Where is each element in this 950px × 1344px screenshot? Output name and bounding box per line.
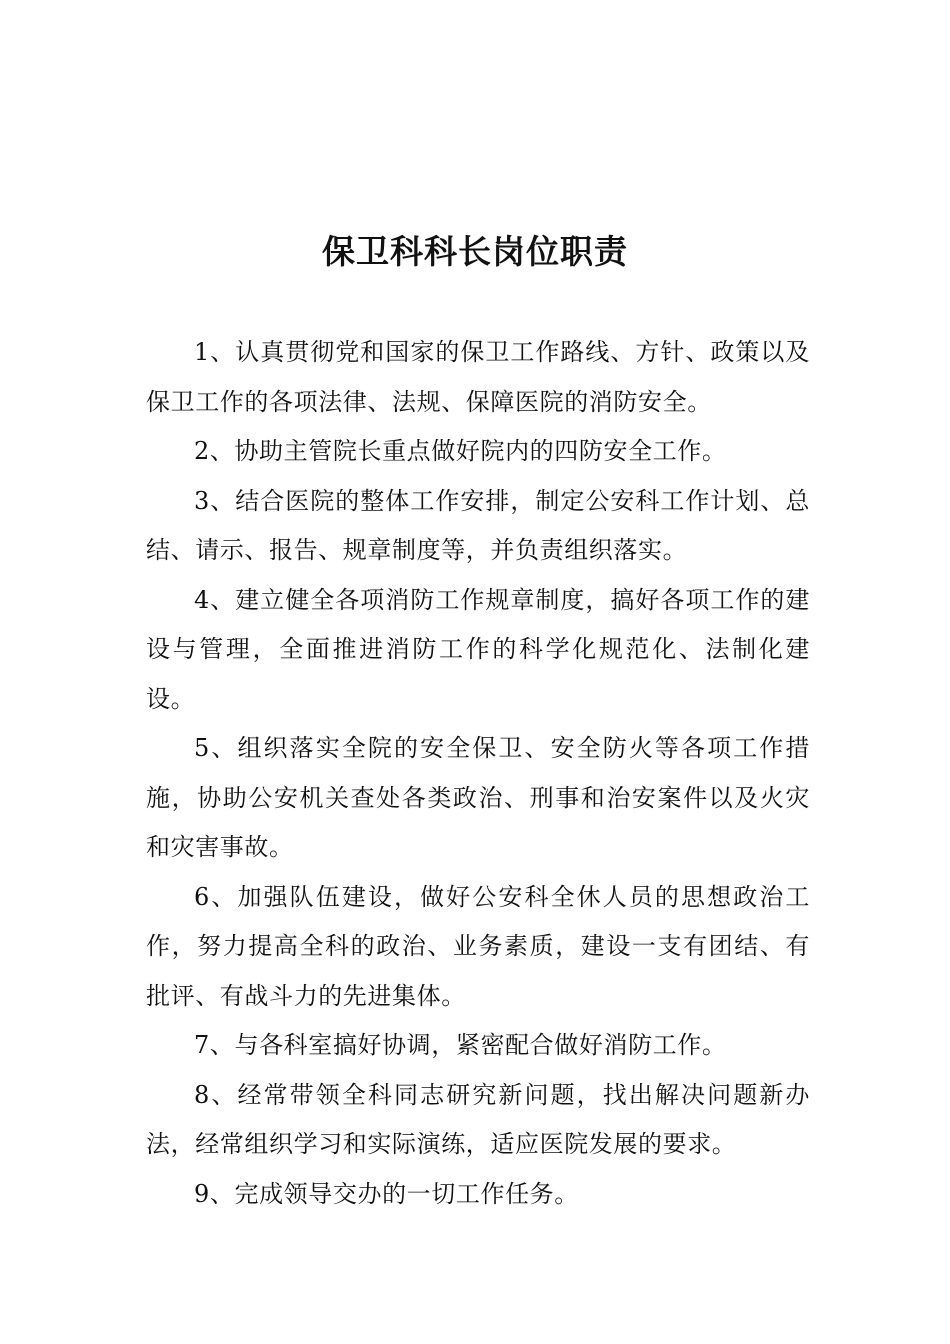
document-title: 保卫科科长岗位职责 [322, 232, 628, 271]
duty-paragraph-4: 4、建立健全各项消防工作规章制度，搞好各项工作的建设与管理，全面推进消防工作的科学化规范化、法制化建设。 [146, 585, 810, 713]
duty-paragraph-1: 1、认真贯彻党和国家的保卫工作路线、方针、政策以及保卫工作的各项法律、法规、保障医院的消防安全。 [146, 338, 810, 416]
duty-paragraph-3: 3、结合医院的整体工作安排，制定公安科工作计划、总结、请示、报告、规章制度等，并负责组织落实。 [146, 486, 810, 564]
duty-paragraph-2: 2、协助主管院长重点做好院内的四防安全工作。 [194, 437, 727, 465]
duty-paragraph-5: 5、组织落实全院的安全保卫、安全防火等各项工作措施，协助公安机关查处各类政治、刑事和治安案件以及火灾和灾害事故。 [146, 734, 810, 861]
duty-paragraph-8: 8、经常带领全科同志研究新问题，找出解决问题新办法，经常组织学习和实际演练，适应医院发展的要求。 [146, 1080, 810, 1158]
duty-paragraph-9: 9、完成领导交办的一切工作任务。 [194, 1179, 579, 1208]
duty-paragraph-7: 7、与各科室搞好协调，紧密配合做好消防工作。 [194, 1031, 727, 1059]
duty-paragraph-6: 6、加强队伍建设，做好公安科全休人员的思想政治工作，努力提高全科的政治、业务素质，建设一支有团结、有批评、有战斗力的先进集体。 [146, 882, 810, 1010]
document-body [146, 328, 810, 1219]
